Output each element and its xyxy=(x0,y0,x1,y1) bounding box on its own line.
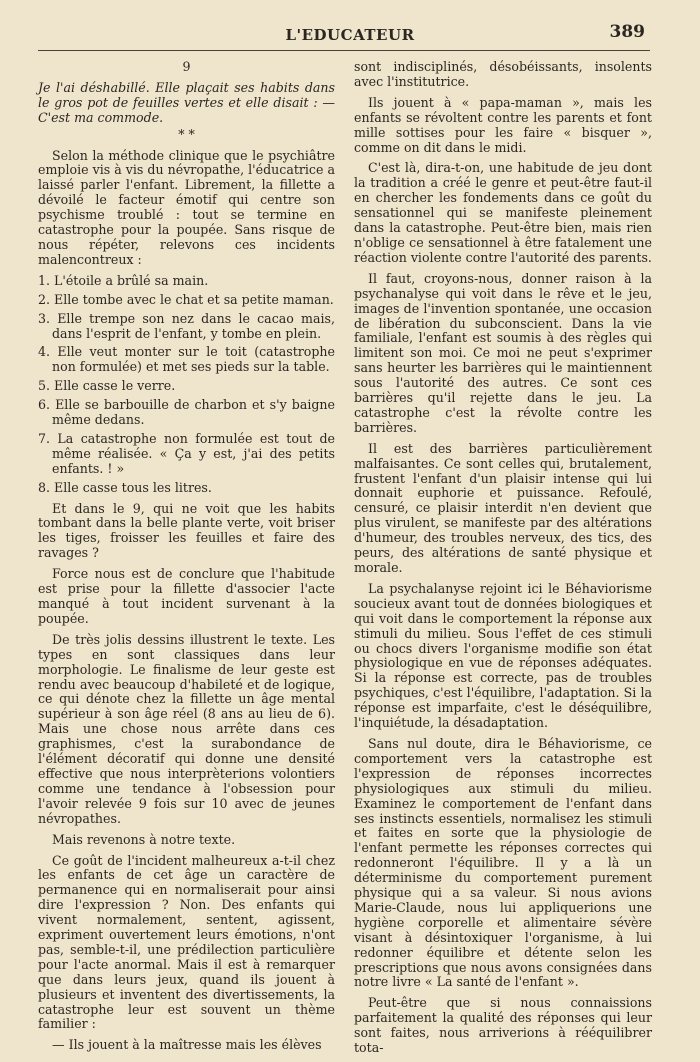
page-header xyxy=(0,22,700,48)
section-number: 9 xyxy=(182,59,191,74)
paragraph: Mais revenons à notre texte. xyxy=(52,831,236,847)
epigraph: Je l'ai déshabillé. Elle plaçait ses habits dans le gros pot de feuilles vertes et elle disait : — C'est ma commode. xyxy=(38,79,335,125)
list-item: 7. La catastrophe non formulée est tout de même réalisée. « Ça y est, j'ai des petits enfants. ! » xyxy=(38,430,335,476)
list-item: 3. Elle trempe son nez dans le cacao mais, dans l'esprit de l'enfant, y tombe en plein. xyxy=(38,310,335,341)
incident-list xyxy=(38,274,335,496)
left-column xyxy=(38,60,335,1059)
list-item: 1. L'étoile a brûlé sa main. xyxy=(38,272,209,288)
paragraph: Sans nul doute, dira le Béhaviorisme, ce comportement vers la catastrophe est l'expression de réponses incorrectes physiologiques aux stimuli du milieu. Examinez le comportement de l'enfant dans ses instincts essentiels, normalisez les stimuli et faites en sorte que la physiologie de l'enfant permette les réponses correctes qui redonneront l'équilibre. Il y a là un déterminisme du comportement purement physique qui a sa valeur. Si nous avions Marie-Claude, nous lui appliquerions une hygiène corporelle et alimentaire sévère visant à désintoxiquer l'organisme, à lui redonner équilibre et détente selon les prescriptions que nous avons consignées dans notre livre « La santé de l'enfant ». xyxy=(354,735,652,990)
paragraph: Force nous est de conclure que l'habitude est prise pour la fillette d'associer l'acte manqué à tout incident survenant à la poupée. xyxy=(38,566,335,626)
page-number: 389 xyxy=(609,22,645,42)
section-separator: * * xyxy=(178,126,195,142)
paragraph: Il est des barrières particulièrement malfaisantes. Ce sont celles qui, brutalement, frustent l'enfant d'un plaisir intense qui lui donnait euphorie et puissance. Refoulé, censuré, ce plaisir interdit n'en devient que plus virulent, se manifeste par des altérations d'humeur, des troubles nerveux, des tics, des peurs, des altérations de santé physique et morale. xyxy=(354,440,652,575)
paragraph: Ils jouent à « papa-maman », mais les enfants se révoltent contre les parents et font mille sottises pour les faire « bisquer », comme on dit dans le midi. xyxy=(354,94,652,155)
paragraph: — Ils jouent à la maîtresse mais les élèves xyxy=(52,1037,322,1053)
paragraph: Selon la méthode clinique que le psychiâtre emploie vis à vis du névropathe, l'éducatrice a laissé parler l'enfant. Librement, la fillette a dévoilé le facteur émotif qui centre son psychisme troublé : tout se termine en catastrophe pour la poupée. Sans risque de nous répéter, relevons ces incidents malencontreux : xyxy=(38,147,335,267)
right-column xyxy=(354,60,652,1062)
paragraph: C'est là, dira-t-on, une habitude de jeu dont la tradition a créé le genre et peut-être faut-il en chercher les fondements dans ce goût du sensationnel qui se manifeste pleinement dans la catastrophe. Peut-être bien, mais rien n'oblige ce sensationnel à être fatalement une réaction violente contre l'autorité des parents. xyxy=(354,160,652,265)
list-item: 4. Elle veut monter sur le toit (catastrophe non formulée) et met ses pieds sur la table. xyxy=(38,344,335,375)
header-rule xyxy=(38,50,650,51)
paragraph: De très jolis dessins illustrent le texte. Les types en sont classiques dans leur morphologie. Le finalisme de leur geste est rendu avec beaucoup d'habileté et de logique, ce qui dénote chez la fillette un âge mental supérieur à son âge réel (8 ans au lieu de 6). Mais une chose nous arrête dans ces graphismes, c'est la surabondance de l'élément décoratif qui donne une densité effective que nous interprèterions volontiers comme une tendance à l'obsession pour l'avoir relevée 9 fois sur 10 avec de jeunes névropathes. xyxy=(38,631,335,826)
list-item: 5. Elle casse le verre. xyxy=(38,378,176,394)
list-item: 6. Elle se barbouille de charbon et s'y baigne même dedans. xyxy=(38,397,335,428)
paragraph: Peut-être que si nous connaissions parfaitement la qualité des réponses qui leur sont faites, nous arriverions à rééquilibrer tota- xyxy=(354,995,652,1056)
list-item: 8. Elle casse tous les litres. xyxy=(38,479,212,495)
journal-title: L'EDUCATEUR xyxy=(285,26,415,44)
paragraph: Ce goût de l'incident malheureux a-t-il chez les enfants de cet âge un caractère de permanence qui en normaliserait pour ainsi dire l'expression ? Non. Des enfants qui vivent normalement, sentent, agissent, expriment ouvertement leurs émotions, n'ont pas, semble-t-il, une prédilection particulière pour l'acte anormal. Mais il est à remarquer que dans leurs jeux, quand ils jouent à plusieurs et inventent des divertissements, la catastrophe leur est souvent un thème familier : xyxy=(38,852,335,1032)
paragraph: Il faut, croyons-nous, donner raison à la psychanalyse qui voit dans le rêve et le jeu, images de l'invention spontanée, une occasion de libération du subconscient. Dans la vie familiale, l'enfant est soumis à des règles qui limitent son moi. Ce moi ne peut s'exprimer sans heurter les barrières qui le maintiennent sous l'autorité des autres. Ce sont ces barrières qu'il rejette dans le jeu. La catastrophe c'est la révolte contre les barrières. xyxy=(354,270,652,435)
paragraph: Et dans le 9, qui ne voit que les habits tombant dans la belle plante verte, voit briser les tiges, froisser les feuilles et faire des ravages ? xyxy=(38,500,335,561)
list-item: 2. Elle tombe avec le chat et sa petite maman. xyxy=(38,291,334,307)
paragraph: sont indisciplinés, désobéissants, insolents avec l'institutrice. xyxy=(354,59,652,89)
paragraph: La psychalanyse rejoint ici le Béhaviorisme soucieux avant tout de données biologiques et qui voit dans le comportement la réponse aux stimuli du milieu. Sous l'effet de ces stimuli ou chocs divers l'organisme modifie son état physiologique en vue de réponses adéquates. Si la réponse est correcte, pas de troubles psychiques, c'est l'équilibre, l'adaptation. Si la réponse est imparfaite, c'est le déséquilibre, l'inquiétude, la désadaptation. xyxy=(354,580,652,731)
